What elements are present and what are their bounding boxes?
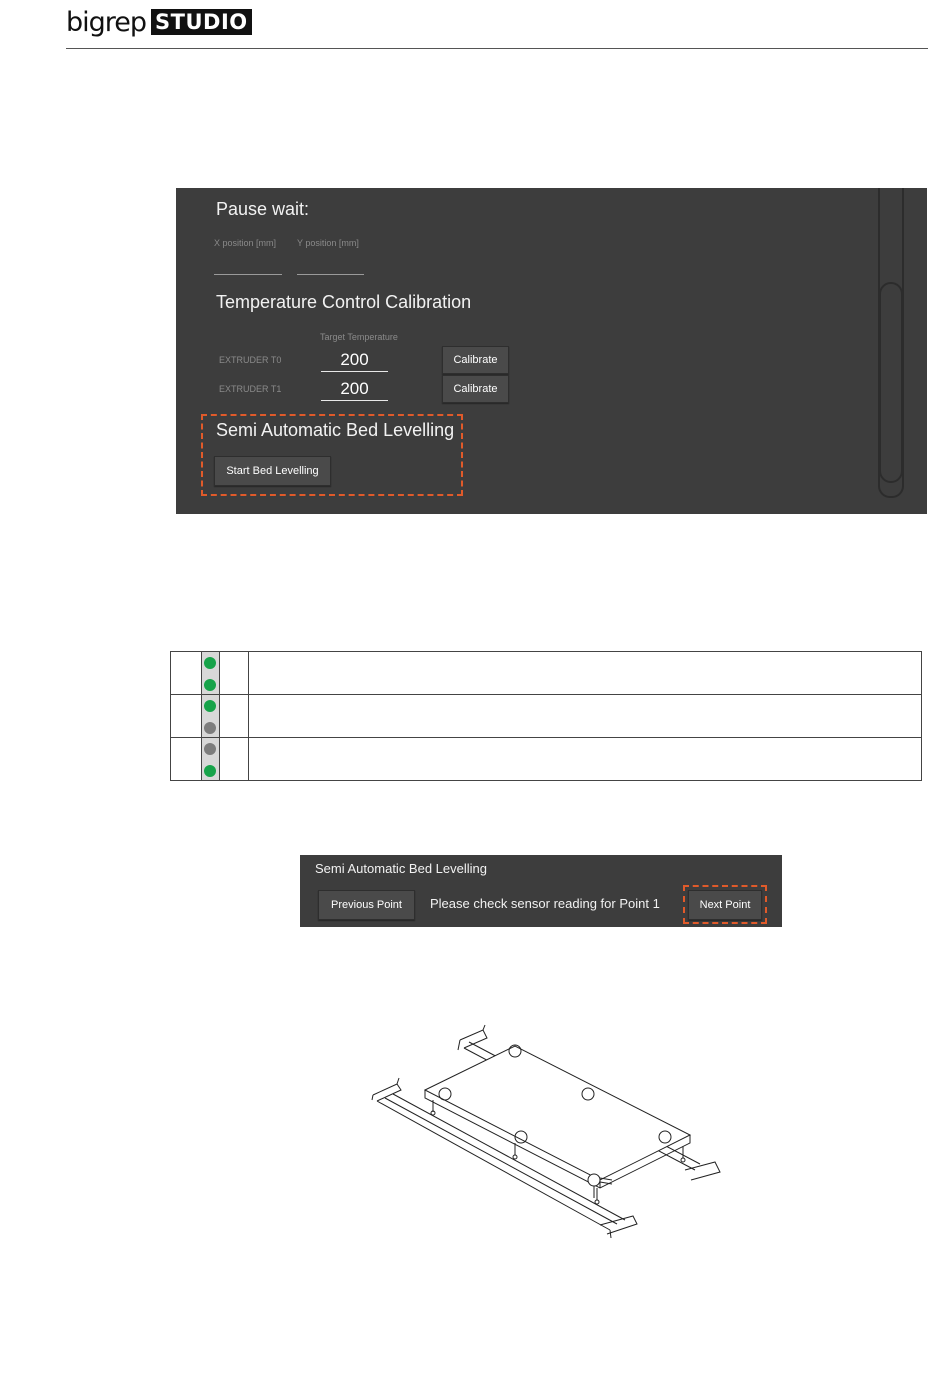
brand-studio-badge: STUDIO [151,9,252,35]
extruder-t0-temperature-input[interactable]: 200 [321,350,388,372]
print-bed-illustration [365,1020,730,1242]
led-indicator-cell [202,738,220,781]
bed-plate [425,1046,690,1180]
pause-wait-title: Pause wait: [216,199,310,219]
led-top-green-icon [204,657,216,669]
led-status-table [170,651,922,781]
led-bottom-green-icon [204,679,216,691]
led-status-row [171,652,922,695]
extruder-t1-label: EXTRUDER T1 [219,384,282,394]
led-row-spacer [220,738,249,781]
x-position-input[interactable] [214,274,282,275]
calibrate-t1-button[interactable]: Calibrate [442,375,509,403]
y-position-label: Y position [mm] [297,238,359,248]
y-position-input[interactable] [297,274,364,275]
led-status-row [171,695,922,738]
brand-header [66,6,252,38]
start-bed-levelling-button[interactable]: Start Bed Levelling [214,456,331,486]
dialog-title: Semi Automatic Bed Levelling [315,861,487,876]
scrollbar-thumb[interactable] [879,282,903,483]
led-status-row [171,738,922,781]
led-description-cell [249,652,922,695]
led-indicator-cell [202,652,220,695]
calibrate-t0-button[interactable]: Calibrate [442,346,509,374]
extruder-t1-temperature-input[interactable]: 200 [321,379,388,401]
bed-levelling-highlight [201,414,463,496]
led-top-gray-icon [204,743,216,755]
led-indicator-cell [202,695,220,738]
led-bottom-gray-icon [204,722,216,734]
extruder-t0-label: EXTRUDER T0 [219,355,282,365]
led-description-cell [249,695,922,738]
header-divider [66,48,928,49]
target-temperature-label: Target Temperature [320,332,398,342]
led-bottom-green-icon [204,765,216,777]
led-row-spacer [171,695,202,738]
temperature-calibration-title: Temperature Control Calibration [216,292,472,312]
led-row-spacer [171,738,202,781]
x-position-label: X position [mm] [214,238,277,248]
led-row-spacer [220,652,249,695]
led-row-spacer [220,695,249,738]
bed-levelling-title: Semi Automatic Bed Levelling [216,420,455,440]
sensor-reading-message: Please check sensor reading for Point 1 [430,896,660,911]
led-row-spacer [171,652,202,695]
previous-point-button[interactable]: Previous Point [318,890,415,920]
led-top-green-icon [204,700,216,712]
next-point-button[interactable]: Next Point [688,890,762,920]
led-description-cell [249,738,922,781]
brand-logo: bigrep [66,6,147,38]
next-point-highlight [683,885,767,924]
